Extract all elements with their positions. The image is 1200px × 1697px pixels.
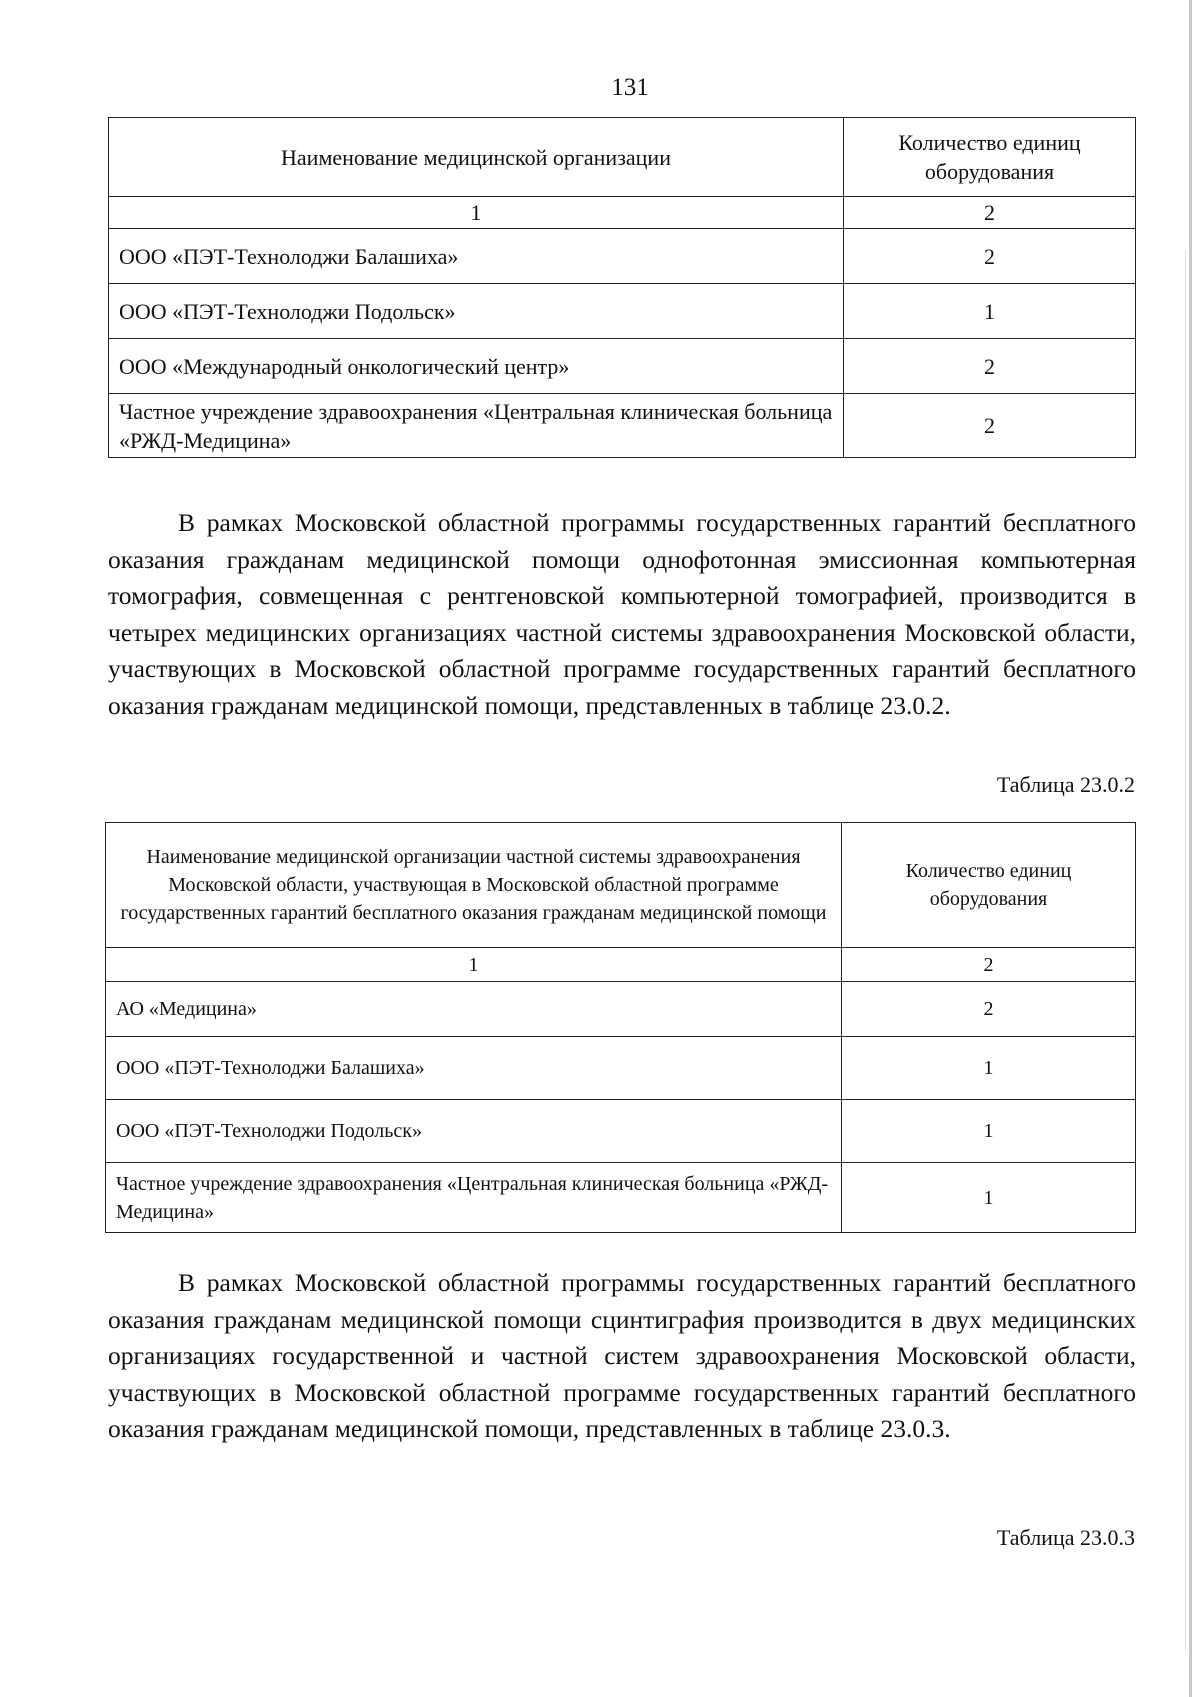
equipment-count: 1: [842, 1037, 1136, 1100]
equipment-count: 1: [844, 284, 1136, 339]
organization-name: АО «Медицина»: [106, 982, 842, 1037]
paragraph-text: В рамках Московской областной программы государственных гарантий бесплатного оказания гражданам медицинской помощи однофотонная эмиссионная компьютерная томография, совмещенная с рентгеновской компьютерной томографией, производится в четырех медицинских организациях частной системы здравоохранения Московской области, участвующих в Московской областной программе государственных гарантий бесплатного оказания гражданам медицинской помощи, представленных в таблице 23.0.2.: [108, 508, 1136, 720]
organization-name: Частное учреждение здравоохранения «Центральная клиническая больница «РЖД-Медицина»: [106, 1163, 842, 1233]
column-number: 1: [106, 948, 842, 982]
table-row: [106, 982, 1136, 1037]
header-equipment-count: Количество единиц оборудования: [844, 118, 1136, 197]
table-row: [109, 394, 1136, 458]
organization-name: ООО «Международный онкологический центр»: [109, 339, 844, 394]
equipment-count: 1: [842, 1163, 1136, 1233]
table-row: [109, 339, 1136, 394]
table-header-row: [109, 118, 1136, 197]
paragraph-spect-ct: [108, 505, 1136, 724]
organization-name: ООО «ПЭТ-Технолоджи Подольск»: [106, 1100, 842, 1163]
column-number: 2: [844, 197, 1136, 229]
equipment-count: 2: [844, 229, 1136, 284]
scan-border: [1185, 250, 1186, 1650]
table-row: [109, 284, 1136, 339]
column-number: 1: [109, 197, 844, 229]
paragraph-text: В рамках Московской областной программы государственных гарантий бесплатного оказания гражданам медицинской помощи сцинтиграфия производится в двух медицинских организациях государственной и частной систем здравоохранения Московской области, участвующих в Московской областной программе государственных гарантий бесплатного оказания гражданам медицинской помощи, представленных в таблице 23.0.3.: [108, 1268, 1136, 1443]
table-row: [106, 1100, 1136, 1163]
table-row: [106, 1037, 1136, 1100]
header-equipment-count: Количество единиц оборудования: [842, 823, 1136, 948]
column-number: 2: [842, 948, 1136, 982]
table-row: [109, 229, 1136, 284]
table-caption: Таблица 23.0.3: [996, 1525, 1135, 1550]
organization-name: ООО «ПЭТ-Технолоджи Балашиха»: [106, 1037, 842, 1100]
table-equipment-1: [108, 117, 1136, 458]
column-number-row: [106, 948, 1136, 982]
table-caption: Таблица 23.0.2: [996, 772, 1135, 797]
equipment-count: 1: [842, 1100, 1136, 1163]
paragraph-scintigraphy: [108, 1265, 1136, 1448]
scan-border: [1189, 0, 1192, 1697]
equipment-count: 2: [844, 339, 1136, 394]
table-header-row: [106, 823, 1136, 948]
page-number: 131: [611, 74, 649, 101]
table-equipment-2: [105, 822, 1136, 1233]
equipment-count: 2: [844, 394, 1136, 458]
organization-name: ООО «ПЭТ-Технолоджи Балашиха»: [109, 229, 844, 284]
header-organization-name: Наименование медицинской организации: [109, 118, 844, 197]
header-organization-name: Наименование медицинской организации частной системы здравоохранения Московской области, участвующая в Московской областной программе государственных гарантий бесплатного оказания гражданам медицинской помощи: [106, 823, 842, 948]
column-number-row: [109, 197, 1136, 229]
organization-name: Частное учреждение здравоохранения «Центральная клиническая больница «РЖД-Медицина»: [109, 394, 844, 458]
equipment-count: 2: [842, 982, 1136, 1037]
organization-name: ООО «ПЭТ-Технолоджи Подольск»: [109, 284, 844, 339]
table-row: [106, 1163, 1136, 1233]
